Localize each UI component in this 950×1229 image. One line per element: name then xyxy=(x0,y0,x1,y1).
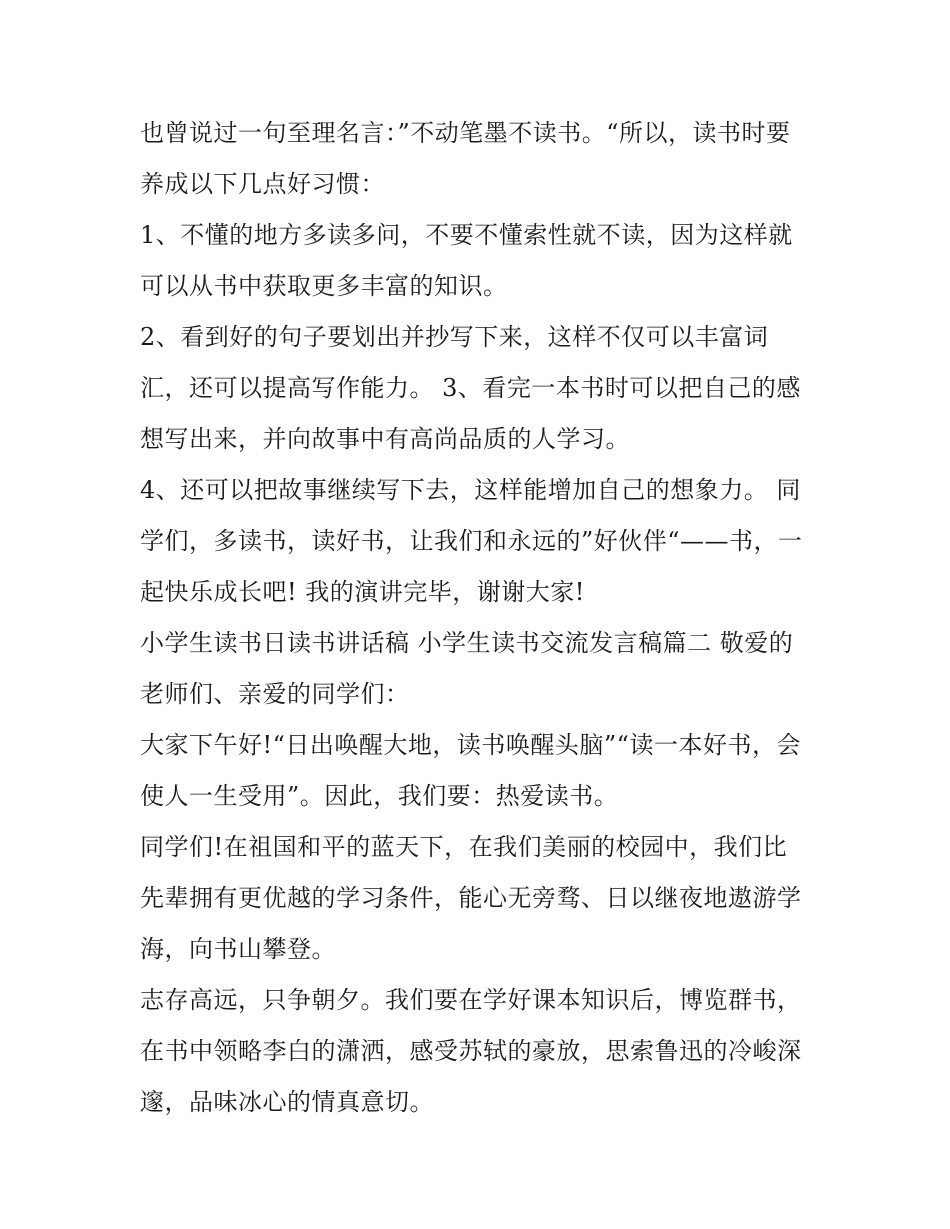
text-line: 小学生读书日读书讲话稿 小学生读书交流发言稿篇二 敬爱的 xyxy=(140,629,794,657)
text-line: 学们，多读书，读好书，让我们和永远的”好伙伴“——书，一 xyxy=(140,527,803,555)
text-body xyxy=(140,108,820,1128)
text-line: 想写出来，并向故事中有高尚品质的人学习。 xyxy=(140,425,630,453)
text-line: 老师们、亲爱的同学们： xyxy=(140,680,410,708)
text-line: 也曾说过一句至理名言：”不动笔墨不读书。“所以，读书时要 xyxy=(140,119,791,147)
text-line: 先辈拥有更优越的学习条件，能心无旁骛、日以继夜地遨游学 xyxy=(140,884,802,912)
text-line: 可以从书中获取更多丰富的知识。 xyxy=(140,272,508,300)
text-line: 使人一生受用”。因此，我们要：热爱读书。 xyxy=(140,782,619,810)
text-line: 汇，还可以提高写作能力。 3、看完一本书时可以把自己的感 xyxy=(140,374,801,402)
text-line: 邃，品味冰心的情真意切。 xyxy=(140,1088,434,1116)
text-line: 起快乐成长吧! 我的演讲完毕，谢谢大家! xyxy=(140,578,585,606)
text-line: 4、还可以把故事继续写下去，这样能增加自己的想象力。 同 xyxy=(140,476,801,504)
text-line: 1、不懂的地方多读多问，不要不懂索性就不读，因为这样就 xyxy=(140,221,793,249)
text-line: 养成以下几点好习惯： xyxy=(140,170,385,198)
text-line: 同学们!在祖国和平的蓝天下，在我们美丽的校园中，我们比 xyxy=(140,833,788,861)
text-line: 海，向书山攀登。 xyxy=(140,935,336,963)
text-line: 大家下午好!“日出唤醒大地，读书唤醒头脑”“读一本好书，会 xyxy=(140,731,801,759)
text-line: 2、看到好的句子要划出并抄写下来，这样不仅可以丰富词 xyxy=(140,323,769,351)
text-line: 志存高远，只争朝夕。我们要在学好课本知识后，博览群书， xyxy=(140,986,802,1014)
text-line: 在书中领略李白的潇洒，感受苏轼的豪放，思索鲁迅的冷峻深 xyxy=(140,1037,802,1065)
